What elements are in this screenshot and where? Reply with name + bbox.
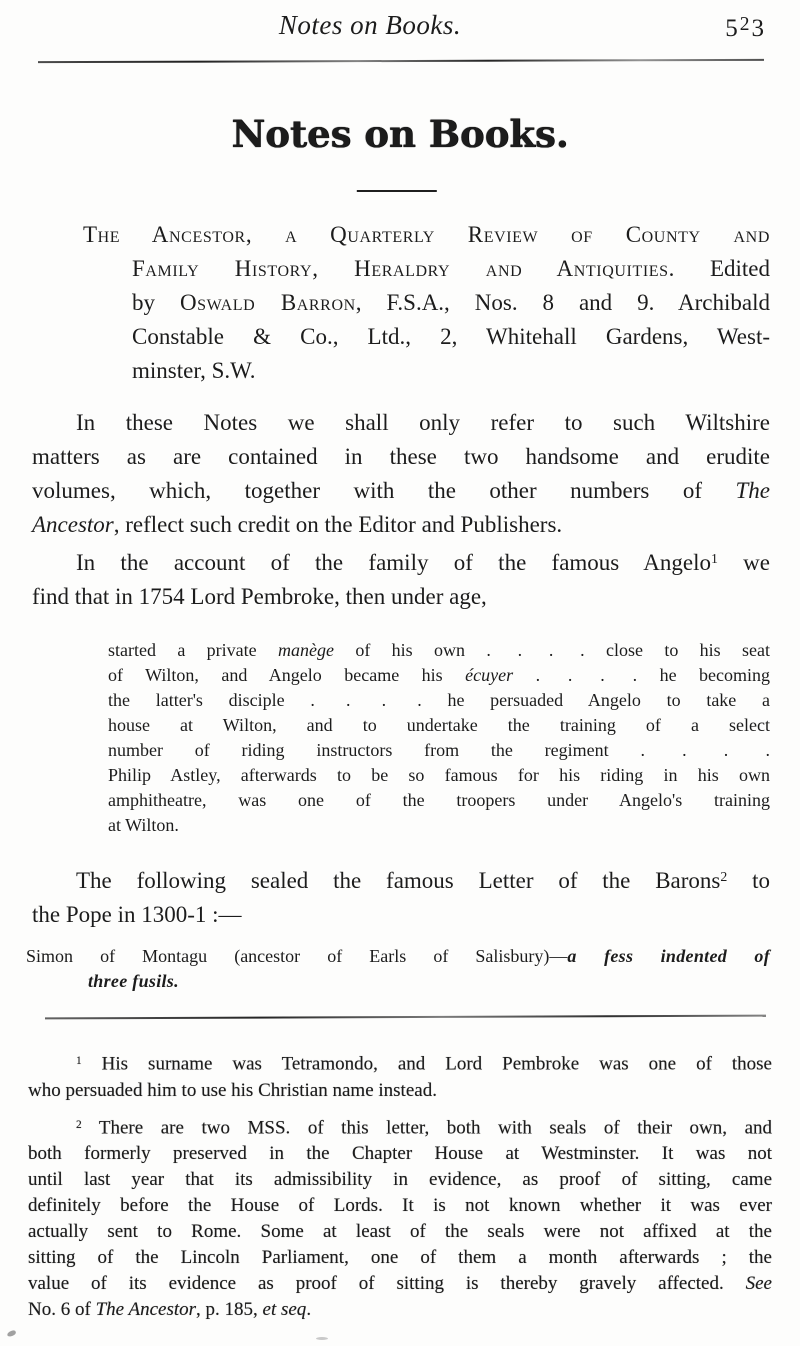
text-line: at Wilton. <box>108 814 179 835</box>
footnote-2 <box>28 1112 772 1324</box>
text-line: by Oswald Barron, F.S.A., Nos. 8 and 9. Archibald <box>132 290 770 315</box>
footnote-divider <box>45 1015 766 1020</box>
armorial-entry-montagu <box>26 944 770 994</box>
text-line: No. 6 of The Ancestor, p. 185, et seq. <box>28 1299 312 1321</box>
footnote-1 <box>28 1048 772 1104</box>
text-line: Constable & Co., Ltd., 2, Whitehall Gardens, West- <box>132 324 770 349</box>
ink-speck <box>316 1337 328 1340</box>
text-line: volumes, which, together with the other numbers of The <box>32 478 770 503</box>
text-line: $^1$ His surname was Tetramondo, and Lord Pembroke was one of those <box>76 1053 772 1075</box>
text-line: In these Notes we shall only refer to such Wiltshire <box>76 410 770 435</box>
text-line: actually sent to Rome. Some at least of the seals were not affixed at the <box>28 1221 772 1243</box>
text-line: definitely before the House of Lords. It is not known whether it was ever <box>28 1195 772 1217</box>
blockquote-angelo-manege <box>108 638 770 838</box>
paragraph-barons-letter <box>32 860 770 932</box>
running-head: Notes on Books. <box>278 10 462 40</box>
paragraph-angelo <box>32 542 770 614</box>
text-line: until last year that its admissibility in evidence, as proof of sitting, came <box>28 1169 772 1191</box>
text-line: the Pope in 1300-1 :— <box>32 901 242 927</box>
text-line: who persuaded him to use his Christian name instead. <box>28 1079 437 1101</box>
text-line: matters as are contained in these two handsome and erudite <box>32 444 770 469</box>
text-line: sitting of the Lincoln Parliament, one of them a month afterwards ; the <box>28 1247 772 1269</box>
text-line: $^2$ There are two MSS. of this letter, both with seals of their own, and <box>76 1117 772 1139</box>
text-line: In the account of the family of the famous Angelo$^1$ we <box>76 549 770 575</box>
text-line: number of riding instructors from the regiment . . . . <box>108 739 771 760</box>
ink-speck <box>6 1330 16 1338</box>
header-divider <box>38 59 764 63</box>
text-line: three fusils. <box>88 970 179 991</box>
text-line: both formerly preserved in the Chapter House at Westminster. It was not <box>28 1143 772 1165</box>
title-divider <box>357 190 437 192</box>
text-line: find that in 1754 Lord Pembroke, then under age, <box>32 583 487 609</box>
text-line: The following sealed the famous Letter of the Barons$^2$ to <box>76 867 771 893</box>
text-line: minster, S.W. <box>132 358 256 383</box>
article-body <box>26 218 771 994</box>
paragraph-notes-intro <box>32 406 770 542</box>
page-number: $5^23$ <box>725 14 766 42</box>
text-line: Philip Astley, afterwards to be so famous for his riding in his own <box>108 764 770 785</box>
text-line: Simon of Montagu (ancestor of Earls of Salisbury)—a fess indented of <box>26 945 770 966</box>
footnotes-section <box>28 1048 772 1323</box>
text-line: The Ancestor, a Quarterly Review of County and <box>83 222 770 247</box>
text-line: house at Wilton, and to undertake the training of a select <box>108 714 770 735</box>
text-line: Family History, Heraldry and Antiquities. Edited <box>132 256 770 281</box>
text-line: amphitheatre, was one of the troopers under Angelo's training <box>108 789 770 810</box>
book-citation <box>32 218 770 388</box>
article-title: Notes on Books. <box>231 112 569 156</box>
text-line: of Wilton, and Angelo became his écuyer . . . . he becoming <box>108 664 771 685</box>
text-line: value of its evidence as proof of sitting is thereby gravely affected. See <box>28 1273 772 1295</box>
text-line: the latter's disciple . . . . he persuaded Angelo to take a <box>108 689 771 710</box>
text-line: started a private manège of his own . . . . close to his seat <box>108 639 771 660</box>
text-line: Ancestor, reflect such credit on the Editor and Publishers. <box>32 512 563 537</box>
